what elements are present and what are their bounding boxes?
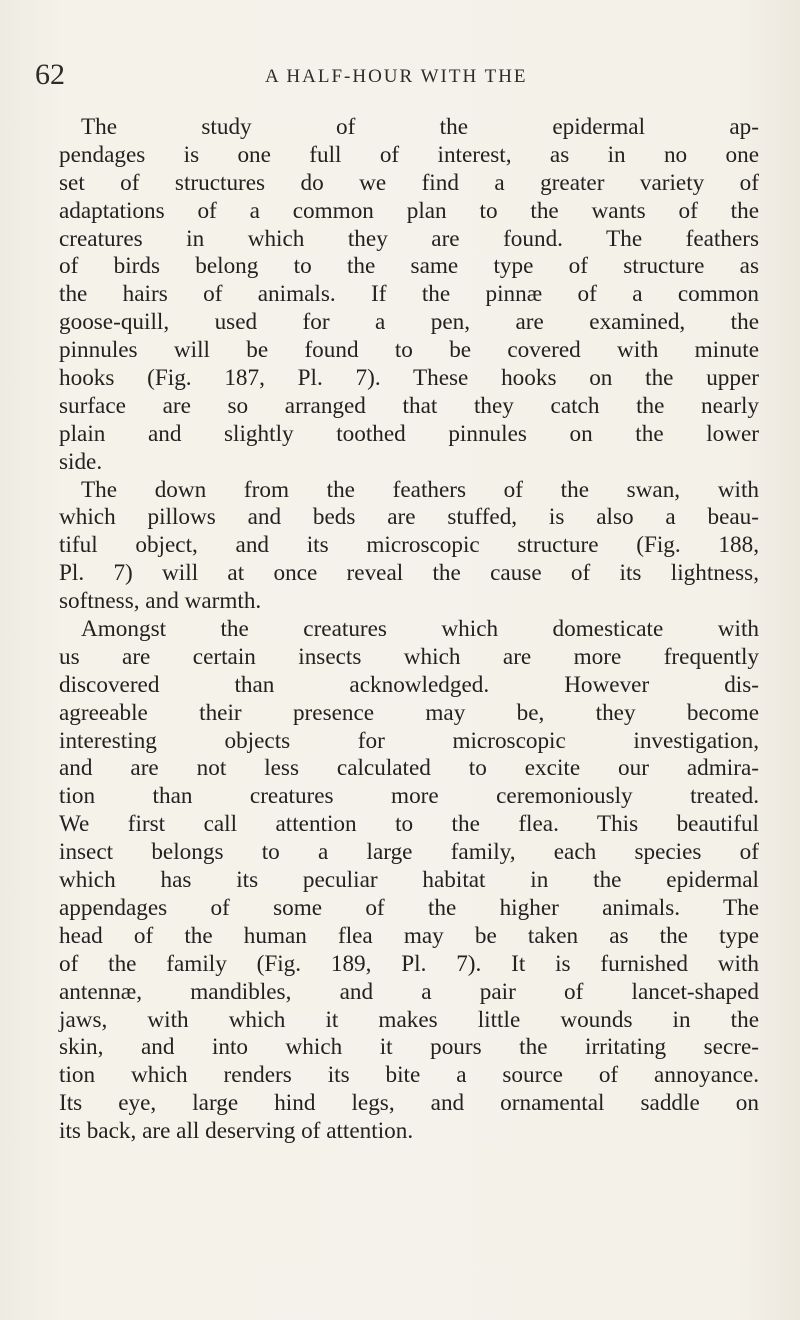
text-line: pendages is one full of interest, as in no one	[59, 141, 759, 168]
text-line: surface are so arranged that they catch the nearly	[59, 392, 759, 419]
text-line: softness, and warmth.	[59, 588, 262, 615]
paragraph	[59, 477, 759, 616]
text-line: us are certain insects which are more frequently	[59, 643, 759, 670]
text-line: skin, and into which it pours the irritating secre-	[59, 1034, 759, 1061]
text-line: agreeable their presence may be, they become	[59, 699, 759, 726]
text-line: set of structures do we find a greater variety of	[59, 169, 759, 196]
text-line: plain and slightly toothed pinnules on the lower	[59, 420, 759, 447]
running-head	[0, 58, 800, 98]
text-line: Amongst the creatures which domesticate with	[81, 616, 759, 643]
text-line: discovered than acknowledged. However dis-	[59, 671, 759, 698]
text-line: of birds belong to the same type of structure as	[59, 253, 759, 280]
text-line: We first call attention to the flea. This beautiful	[59, 811, 759, 838]
text-line: which has its peculiar habitat in the epidermal	[59, 867, 759, 894]
page-number: 62	[35, 58, 65, 91]
text-line: adaptations of a common plan to the wants of the	[59, 197, 759, 224]
text-line: side.	[59, 448, 103, 475]
text-line: tiful object, and its microscopic structure (Fig. 188,	[59, 532, 759, 559]
text-line: creatures in which they are found. The feathers	[59, 225, 759, 252]
text-line: interesting objects for microscopic investigation,	[59, 727, 759, 754]
text-line: and are not less calculated to excite our admira-	[59, 755, 759, 782]
text-line: Its eye, large hind legs, and ornamental saddle on	[59, 1090, 759, 1117]
text-line: goose-quill, used for a pen, are examined, the	[59, 309, 759, 336]
text-line: insect belongs to a large family, each species of	[59, 839, 759, 866]
text-line: the hairs of animals. If the pinnæ of a common	[59, 281, 759, 308]
text-line: which pillows and beds are stuffed, is also a beau-	[59, 504, 759, 531]
text-line: The down from the feathers of the swan, with	[81, 476, 759, 503]
paragraph	[59, 616, 759, 1146]
text-line: head of the human flea may be taken as the type	[59, 922, 759, 949]
text-line: tion than creatures more ceremoniously treated.	[59, 783, 759, 810]
text-line: of the family (Fig. 189, Pl. 7). It is furnished with	[59, 950, 759, 977]
text-line: pinnules will be found to be covered with minute	[59, 337, 759, 364]
text-line: appendages of some of the higher animals. The	[59, 894, 759, 921]
text-line: jaws, with which it makes little wounds in the	[59, 1006, 759, 1033]
text-line: its back, are all deserving of attention.	[59, 1118, 414, 1145]
running-title: A HALF-HOUR WITH THE	[265, 66, 528, 87]
text-line: The study of the epidermal ap-	[81, 114, 759, 140]
text-line: hooks (Fig. 187, Pl. 7). These hooks on the upper	[59, 365, 759, 392]
text-line: Pl. 7) will at once reveal the cause of its lightness,	[59, 560, 759, 587]
text-line: tion which renders its bite a source of annoyance.	[59, 1062, 759, 1089]
paragraph	[59, 114, 759, 477]
body-text	[59, 114, 759, 1146]
text-line: antennæ, mandibles, and a pair of lancet-shaped	[59, 978, 759, 1005]
